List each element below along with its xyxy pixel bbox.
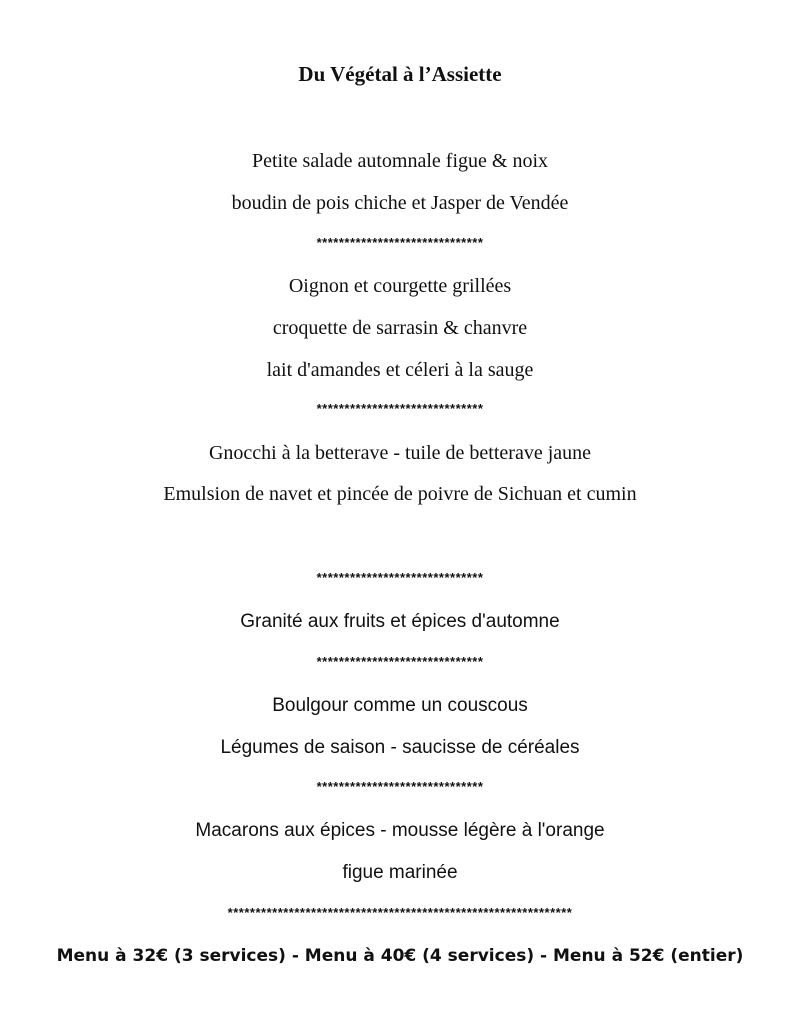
- separator: ******************************: [316, 235, 484, 250]
- price-footer: Menu à 32€ (3 services) - Menu à 40€ (4 services) - Menu à 52€ (entier): [56, 946, 744, 966]
- separator: ******************************: [316, 570, 484, 585]
- menu-item: lait d'amandes et céleri à la sauge: [266, 359, 534, 381]
- menu-item: Oignon et courgette grillées: [288, 275, 512, 297]
- menu-item: boudin de pois chiche et Jasper de Vendée: [231, 192, 569, 214]
- menu-item: Macarons aux épices - mousse légère à l'orange: [195, 820, 605, 841]
- menu-item: Gnocchi à la betterave - tuile de betterave jaune: [208, 442, 592, 464]
- separator-long: **************************************************************: [227, 905, 573, 920]
- menu-item: Boulgour comme un couscous: [272, 695, 528, 716]
- menu-title: Du Végétal à l’Assiette: [298, 62, 502, 86]
- menu-item: Granité aux fruits et épices d'automne: [240, 611, 560, 632]
- menu-item: Petite salade automnale figue & noix: [251, 150, 549, 172]
- menu-item: Légumes de saison - saucisse de céréales: [220, 737, 580, 758]
- separator: ******************************: [316, 401, 484, 416]
- separator: ******************************: [316, 779, 484, 794]
- menu-item: figue marinée: [342, 862, 458, 883]
- separator: ******************************: [316, 654, 484, 669]
- menu-item: croquette de sarrasin & chanvre: [272, 317, 528, 339]
- menu-item: Emulsion de navet et pincée de poivre de Sichuan et cumin: [163, 483, 637, 505]
